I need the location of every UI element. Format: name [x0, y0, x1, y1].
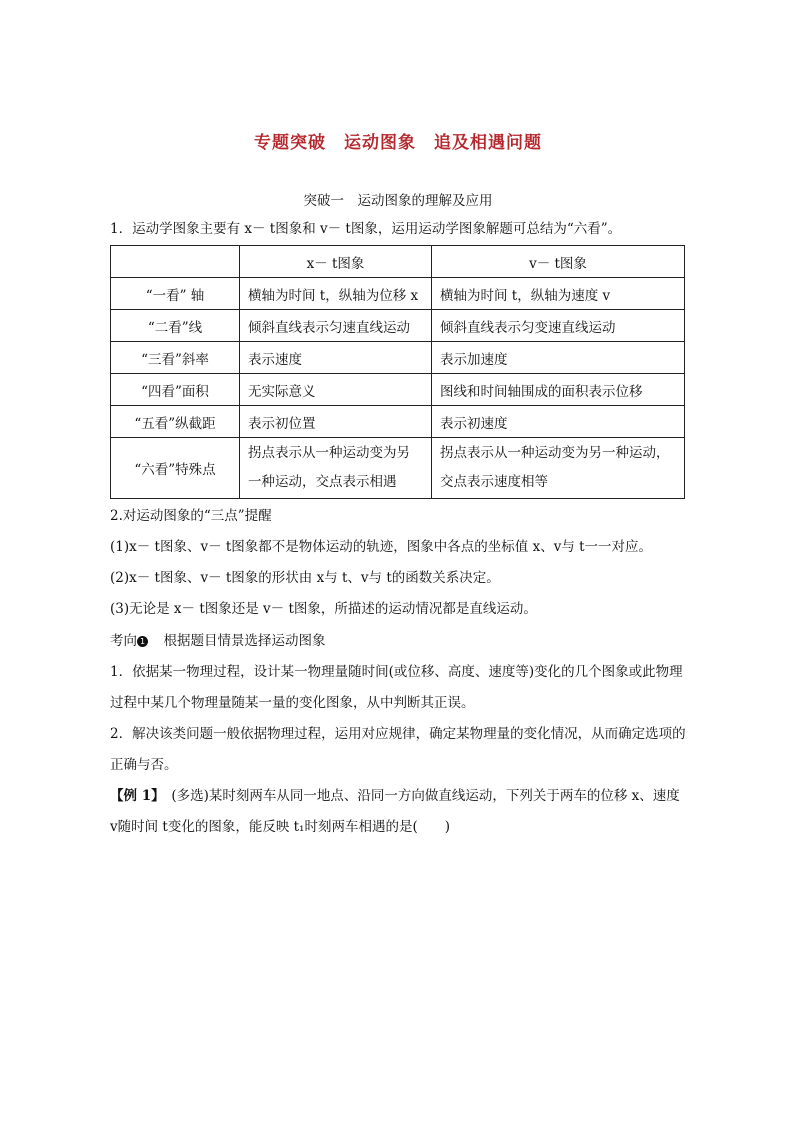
vt-cell: 图线和时间轴围成的面积表示位移	[432, 374, 685, 406]
table-row	[111, 342, 685, 374]
six-looks-table	[110, 245, 685, 499]
paragraph-2: 2．解决该类问题一般依据物理过程，运用对应规律，确定某物理量的变化情况，从而确定选项的正确与否。	[110, 726, 686, 773]
section-heading: 突破一 运动图象的理解及应用	[303, 193, 493, 209]
table-header-xt: x－ t图象	[240, 246, 432, 278]
vt-cell: 表示初速度	[432, 406, 685, 438]
table-header-empty	[111, 246, 240, 278]
vt-cell: 横轴为时间 t，纵轴为速度 v	[432, 278, 685, 310]
example-label: 【例 1】	[110, 788, 158, 804]
intro-paragraph: 1．运动学图象主要有 x－ t图象和 v－ t图象，运用运动学图象解题可总结为“六看”。	[110, 221, 622, 237]
row-label: “六看”特殊点	[111, 438, 240, 499]
page-title: 专题突破 运动图象 追及相遇问题	[254, 133, 542, 153]
row-label: “三看”斜率	[111, 342, 240, 374]
vt-cell: 倾斜直线表示匀变速直线运动	[432, 310, 685, 342]
example-text: (多选)某时刻两车从同一地点、沿同一方向做直线运动，下列关于两车的位移 x、速度 v随时间 t变化的图象，能反映 t₁时刻两车相遇的是( )	[110, 788, 680, 835]
xt-cell: 拐点表示从一种运动变为另一种运动，交点表示相遇	[240, 438, 432, 499]
table-row	[111, 438, 685, 499]
xt-cell: 横轴为时间 t，纵轴为位移 x	[240, 278, 432, 310]
xt-cell: 表示初位置	[240, 406, 432, 438]
table-row	[111, 310, 685, 342]
point2-heading: 2.对运动图象的“三点”提醒	[110, 508, 272, 524]
vt-cell: 表示加速度	[432, 342, 685, 374]
point2-item: (3)无论是 x－ t图象还是 v－ t图象，所描述的运动情况都是直线运动。	[110, 601, 537, 617]
number-badge-icon: 1	[137, 636, 148, 647]
xt-cell: 倾斜直线表示匀速直线运动	[240, 310, 432, 342]
example-question	[110, 781, 686, 843]
table-header-row	[111, 246, 685, 278]
row-label: “一看” 轴	[111, 278, 240, 310]
table-row	[111, 406, 685, 438]
direction-text: 根据题目情景选择运动图象	[150, 633, 326, 649]
direction-line	[110, 626, 686, 657]
xt-cell: 表示速度	[240, 342, 432, 374]
table-header-vt: v－ t图象	[432, 246, 685, 278]
row-label: “五看”纵截距	[111, 406, 240, 438]
point2-item: (2)x－ t图象、v－ t图象的形状由 x与 t、v与 t的函数关系决定。	[110, 570, 500, 586]
vt-cell: 拐点表示从一种运动变为另一种运动，交点表示速度相等	[432, 438, 685, 499]
row-label: “四看”面积	[111, 374, 240, 406]
point2-item: (1)x－ t图象、v－ t图象都不是物体运动的轨迹，图象中各点的坐标值 x、v与 t一一对应。	[110, 539, 653, 555]
paragraph-1: 1．依据某一物理过程，设计某一物理量随时间(或位移、高度、速度等)变化的几个图象或此物理过程中某几个物理量随某一量的变化图象，从中判断其正误。	[110, 664, 683, 711]
row-label: “二看”线	[111, 310, 240, 342]
table-row	[111, 278, 685, 310]
direction-prefix: 考向	[110, 633, 137, 649]
table-row	[111, 374, 685, 406]
xt-cell: 无实际意义	[240, 374, 432, 406]
